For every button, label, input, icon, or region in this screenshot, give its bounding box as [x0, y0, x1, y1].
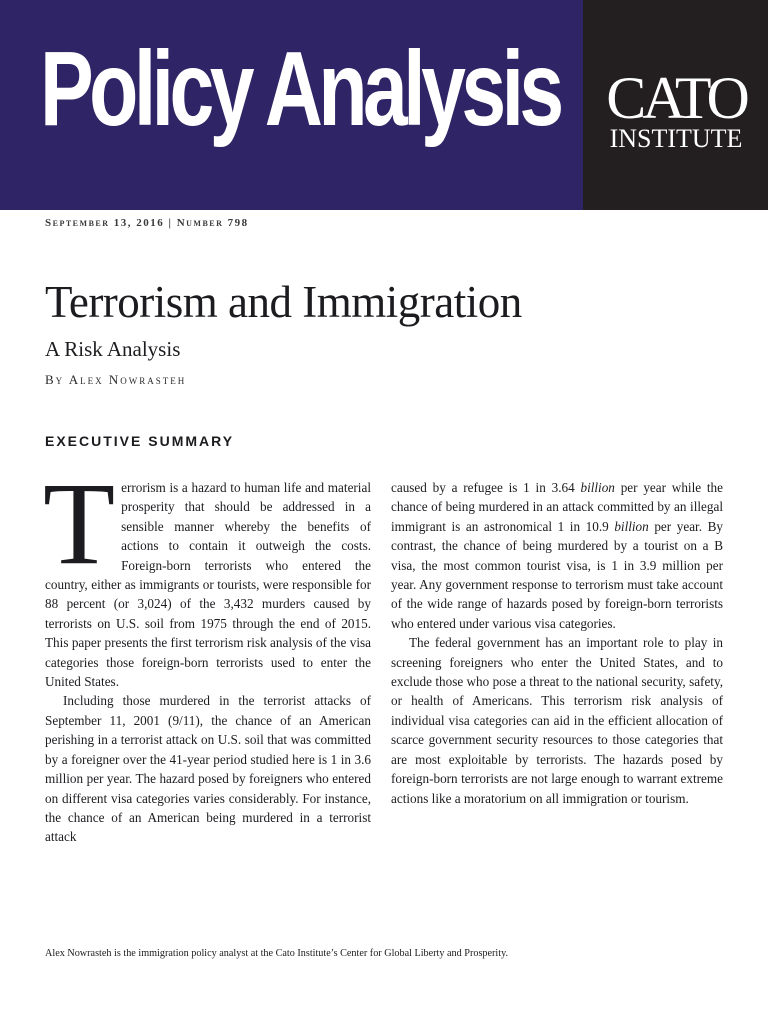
emphasis-billion: billion: [614, 518, 649, 534]
author-byline: By Alex Nowrasteh: [45, 372, 187, 387]
dropcap-letter: T: [43, 458, 116, 589]
publication-number: Number 798: [176, 217, 249, 229]
summary-column-right: [391, 478, 723, 808]
summary-paragraph-1: [43, 458, 371, 691]
masthead-purple-panel: [0, 0, 583, 210]
meta-separator: |: [168, 217, 173, 229]
document-title: Terrorism and Immigration: [45, 277, 522, 327]
logo-word-cato: CATO: [606, 65, 746, 131]
summary-paragraph-2: Including those murdered in the terrorist attacks of September 11, 2001 (9/11), the chance of an American perishing in a terrorist attack on U.S. soil that was committed by a foreigner over the 41-year period studied here is 1 in 3.6 million per year. The hazard posed by foreigners who entered on different visa categories varies considerably. For instance, the chance of an American being murdered in a terrorist attack: [45, 693, 371, 845]
summary-column-left: [43, 458, 371, 847]
summary-paragraph-4: The federal government has an important role to play in screening foreigners who enter the United States, and to exclude those who pose a threat to the national security, safety, or health of Americans. This terrorism risk analysis of individual visa categories can aid in the efficient allocation of scarce government security resources to those categories that are most exploitable by terrorists. The hazards posed by foreign-born terrorists are not large enough to warrant extreme actions like a moratorium on all immigration or tourism.: [391, 635, 723, 806]
executive-summary-heading: EXECUTIVE SUMMARY: [45, 433, 235, 449]
summary-paragraph-1-text: errorism is a hazard to human life and material prosperity that should be addressed in a sensible manner whereby the benefits of actions to contain it outweigh the costs. Foreign-born terrorists who entered the country, either as immigrants or tourists, were responsible for 88 percent (or 3,024) of the 3,432 murders caused by terrorists on U.S. soil from 1975 through the end of 2015. This paper presents the first terrorism risk analysis of the visa categories those foreign-born terrorists used to enter the United States.: [45, 480, 371, 690]
document-subtitle: A Risk Analysis: [45, 337, 181, 361]
publication-date: September 13, 2016: [45, 217, 165, 229]
cato-institute-logo: [601, 65, 751, 153]
text-run: per year while the chance of being murdered in an attack committed by an illegal immigrant is an astronomical 1 in 10.9: [391, 480, 723, 534]
emphasis-billion: billion: [580, 480, 615, 495]
author-footnote: Alex Nowrasteh is the immigration policy analyst at the Cato Institute’s Center for Global Liberty and Prosperity.: [45, 948, 509, 959]
series-title: Policy Analysis: [40, 30, 560, 148]
text-run: per year. By contrast, the chance of being murdered by a tourist on a B visa, the most common tourist visa, is 1 in 3.9 million per year. Any government response to terrorism must take account of the wide range of hazards posed by foreign-born terrorists who entered under various visa categories.: [391, 518, 723, 631]
masthead-banner: [0, 0, 768, 210]
publication-meta: [45, 217, 249, 229]
summary-paragraph-3: [391, 478, 723, 633]
text-run: caused by a refugee is 1 in 3.64: [391, 480, 581, 495]
logo-word-institute: INSTITUTE: [609, 124, 743, 153]
